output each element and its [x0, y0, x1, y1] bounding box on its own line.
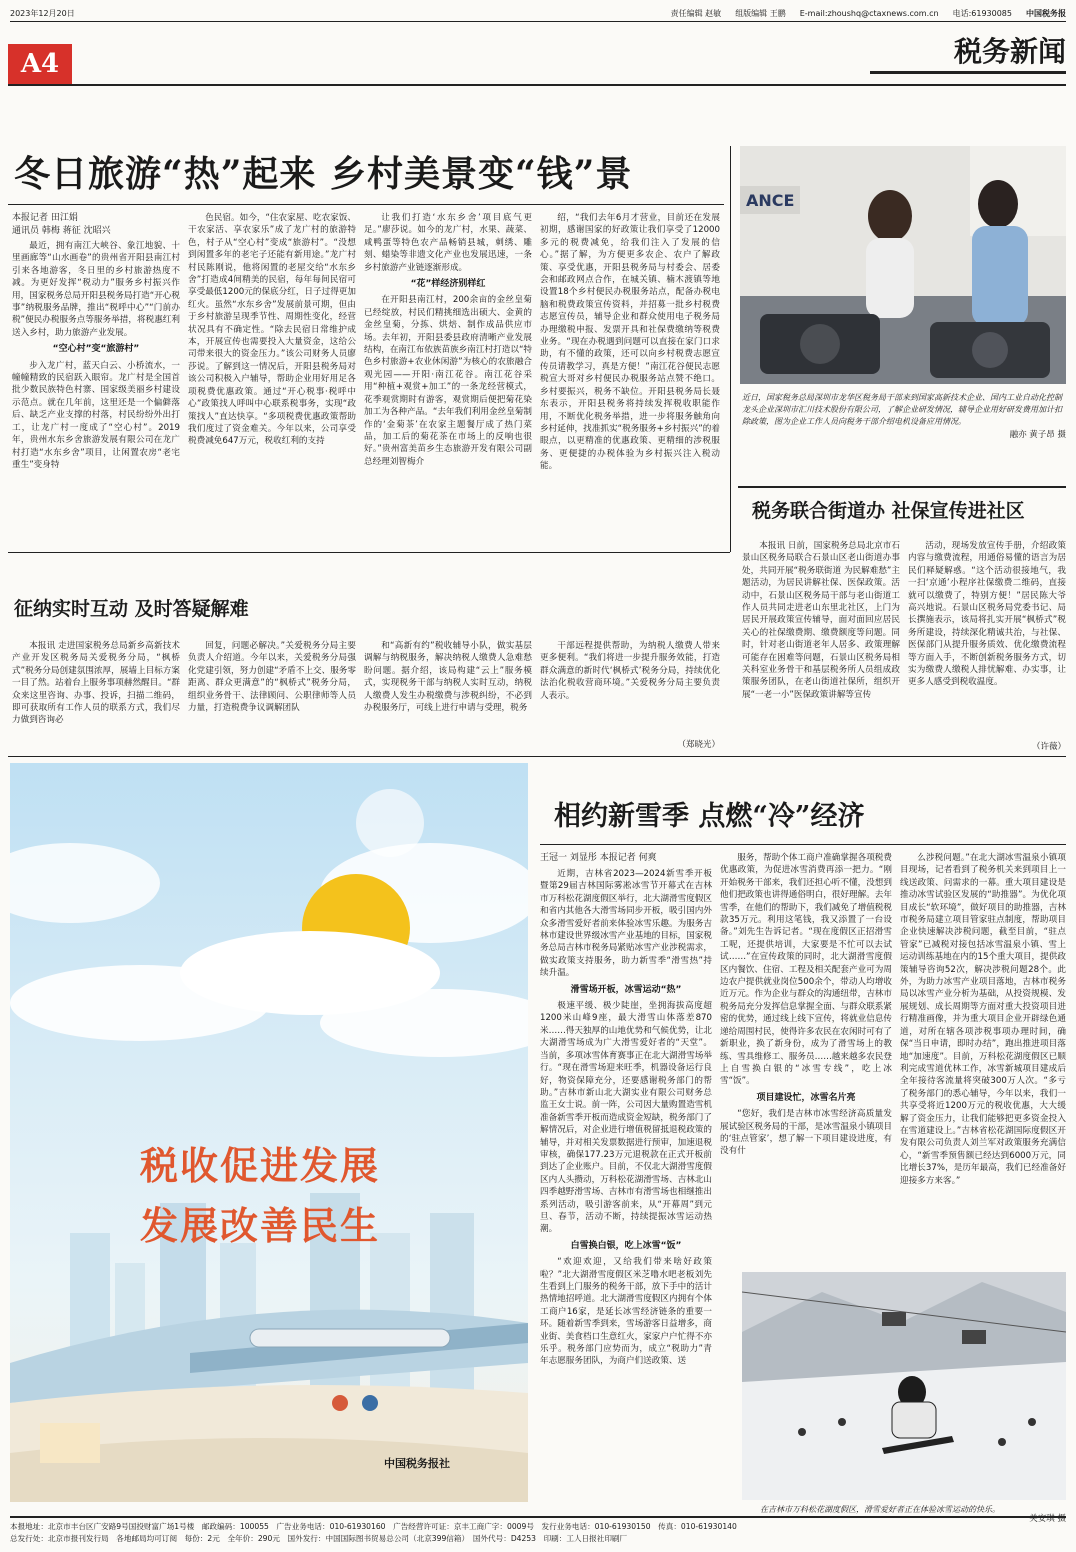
- article3-column-4: [540, 640, 720, 736]
- article4-column-3: [900, 852, 1066, 1264]
- paper-name: 中国税务报: [1026, 9, 1066, 18]
- poster-illustration: [10, 763, 528, 1502]
- ski-photo-caption: 在吉林市万科松花湖度假区，滑雪爱好者正在体验冰雪运动的快乐。: [760, 1505, 1000, 1514]
- editor-credit: 责任编辑 赵敏: [670, 9, 722, 18]
- article1-subhead-2: “花”样经济别样红: [410, 279, 486, 290]
- article1-column-2: [188, 212, 356, 540]
- header-rule: [8, 84, 1066, 86]
- article4-column-2: [720, 852, 892, 1264]
- article4-paragraph: 近期，吉林省2023—2024新雪季开板暨第29届吉林国际雾凇冰雪节开幕式在吉林市万科松花湖度假区举行，北大湖滑雪度假区和省内其他各大滑雪场同步开板，吸引国内外众多滑雪爱好者前来体验冰雪乐趣。为服务吉林市建设世界级冰雪产业基地的目标，国家税务总局吉林市税务局紧贴冰雪产业涉税需求，做实政策支持服务，助力新雪季“滑雪热”持续升温。: [540, 869, 712, 979]
- article4-paragraph: 服务，帮助个体工商户准确掌握各项税费优惠政策，为促进冰雪消费再添一把力。“刚开始税务干部来，我们还担心听不懂，没想到他们把政策也讲得通俗明白，很好理解。去年雪季，在他们的帮助下，我们减免了增值税税款35万元。利用这笔钱，我又添置了一台设备。”刘先生告诉记者。“现在度假区正招滑雪工呢，还提供培训，大家要是不忙可以去试试……”在宣传政策的同时，北大湖滑雪度假区内餐饮、住宿、工程及相关配套产业可为周边农户提供就业岗位500余个，带动人均增收近万元。作为企业与群众的沟通纽带，吉林市税务局充分发挥信息掌握全面、与群众联系紧密的优势，通过线上线下宣传，将就业信息传递给周围村民，使得许多农民在农闲时可有了新职业，换了新身份，成为了滑雪场上的教练、雪具维修工、服务员……越来越多农民登上自雪换白银的“冰雪专线”，吃上冰雪“饭”。: [720, 853, 892, 1087]
- article1-paragraph: 步入龙广村，蓝天白云、小桥流水，一幢幢精致的民宿跃入眼帘。龙广村是全国首批少数民族特色村寨、国家级美丽乡村建设示范点。就在几年前，这里还是一个偏僻落后、缺乏产业支撑的村落，村民纷纷外出打工，让龙广村一度成了“空心村”。2019年，贵州水东乡舍旅游发展有限公司在龙广村打造“水东乡舍”项目，让闲置农房“老宅重生”变身特: [12, 360, 180, 470]
- article4-paragraph: 极速平缓、极少陡崖，坐拥海拔高度超1200米山峰9座，最大滑雪山体落差870米……得天独厚的山地优势和气候优势，让北大湖滑雪场成为广大滑雪爱好者的“天堂”。当前，多项冰雪体育赛事正在北大湖滑雪场举行。“现在滑雪场迎来旺季，机器设备运行良好，物资保障充分，还要感谢税务部门的帮助。”吉林市新山北大湖实业有限公司财务总监王女士说。前一阵，公司因大量购置造雪机准备新雪季开板而造成资金短缺，税务部门了解情况后，对企业进行增值税留抵退税政策的辅导，并对相关发票数据进行预审，加速退税审核，确保177.23万元退税款在正式开板前到达了企业账户。目前，不仅北大湖滑雪度假区内人头攒动，万科松花湖滑雪场、吉林北山四季越野滑雪场、吉林市有滑雪场也相继推出系列活动，吸引游客前来，从“开幕周”到元旦、春节，活动不断，持续提振冰雪运动热潮。: [540, 1001, 712, 1235]
- article3-column-2: [188, 640, 356, 748]
- article2-paragraph: 本报讯 日前，国家税务总局北京市石景山区税务局联合石景山区老山街道办事处，共同开展“税务联街道 为民解难愁”主题活动，为居民讲解社保、医保政策。活动中，石景山区税务局干部与老山街道工作人员共同走进老山东里北社区，上门为居民开展政策宣传辅导，面对面回应居民关心的社保缴费期、缴费额度等问题。同时，针对老山街道老年人居多、政策理解可能存在困难等问题，石景山区税务局相关科室业务骨干和基层税务所人员组成政策服务团队，在老山街道社保所，组织开展“一老一小”医保政策讲解等宣传: [742, 541, 900, 700]
- article3-top-rule: [8, 552, 730, 553]
- column-divider: [730, 146, 731, 552]
- article1-paragraph: 在开阳县南江村，200余亩的金丝皇菊已经绽放，村民们精挑细选出硕大、金黄的金丝皇菊，分拣、烘焙、制作成品供应市场。去年初，开阳县委县政府清晰产业发展结构，在南江布依族苗族乡南江村打造以“特色乡村旅游+农业休闲游”为核心的农旅融合观光园——开阳·南江花谷。南江花谷采用“种植+观赏+加工”的一条龙经营模式，花季观赏期时有游客，观赏期后便把菊花染加工为各种产品。“去年我们利用金丝皇菊制作的‘金菊茶’在农家主题餐厅成了热门菜品，加工后的菊花茶在市场上的反响也很好。”贵州富美苗乡生态旅游开发有限公司副总经理刘智梅介: [364, 295, 532, 467]
- office-photo-illustration: [740, 146, 1066, 384]
- article4-subhead-1: 滑雪场开板，冰雪运动“热”: [570, 984, 682, 995]
- article2-headline: 税务联合街道办 社保宣传进社区: [752, 500, 1025, 522]
- imprint-line-2: 总发行处：北京市报刊发行局 各地邮局均可订阅 每份：2元 全年价：290元 国外发行：中国国际图书贸易总公司（北京399信箱） 国外代号：D4253 印刷：工人日报社印刷厂: [10, 1534, 628, 1543]
- article3-paragraph: 回复，问题必解决。”关爱税务分局主要负责人介绍道。今年以来，关爱税务分局强化党建引领，努力创建“矛盾不上交、服务零距离、群众更满意”的“枫桥式”税务分局，组织业务骨干、法律顾问、公职律师等人员力量，打造税费争议调解团队: [188, 641, 356, 714]
- article1-column-3: [364, 212, 532, 540]
- article2-column-2: [908, 540, 1066, 740]
- article1-paragraph: 最近，拥有南江大峡谷、象江地貌、十里画廊等“山水画卷”的贵州省开阳县南江村引来各地游客，冬日里的乡村旅游热度不减。为更好发挥“税动力”服务乡村振兴作用，国家税务总局开阳县税务局打造“开心税事”纳税服务品牌，推出“税呼中心”“门前办税”便民办税服务点等服务举措，将税惠红利送入乡村，助力旅游产业发展。: [12, 241, 180, 338]
- article2-author: （许薇）: [1031, 742, 1066, 752]
- editor-email: E-mail:zhoushq@ctaxnews.com.cn: [799, 9, 939, 18]
- issue-date: 2023年12月20日: [10, 9, 75, 18]
- article3-author: （郑晓光）: [677, 740, 720, 750]
- designer-credit: 组版编辑 王鹏: [735, 9, 786, 18]
- office-photo-credit: 融亦 黄子昂 摄: [1009, 430, 1066, 440]
- article3-paragraph: 干部远程提供帮助，为纳税人缴费人带来更多便利。“我们将进一步提升服务效能，打造群众满意的新时代‘枫桥式’税务分局，持续优化法治化税收营商环境。”关爱税务分局主要负责人表示。: [540, 641, 720, 701]
- masthead-strip: [10, 6, 1066, 22]
- section-title: 税务新闻: [870, 30, 1066, 74]
- page-number-badge: A4: [8, 44, 72, 84]
- article1-subhead-1: “空心村”变“旅游村”: [52, 344, 140, 355]
- article1-byline-reporter: 本报记者 田江娟: [12, 213, 78, 223]
- article3-column-3: [364, 640, 532, 748]
- ski-photo-credit: 关安琪 摄: [1029, 1514, 1066, 1524]
- ski-photo-illustration: [742, 1272, 1066, 1500]
- article1-column-1: [12, 240, 180, 540]
- article3-paragraph: 和“高新有约”税收辅导小队，做实基层调解与纳税服务，解决纳税人缴费人急难愁盼问题。据介绍，该局构建“云上”服务模式，实现税务干部与纳税人实时互动，纳税人缴费人发生办税缴费与涉税纠纷，不必到办税服务厅，可线上进行申请与受理，税务: [364, 641, 532, 714]
- article1-byline-correspondents: 通讯员 韩梅 蒋征 沈昭兴: [12, 226, 111, 236]
- article1-paragraph: 绍，“我们去年6月才营业，目前还在发展初期，感谢国家的好政策让我们享受了12000多元的税费减免，给我们注入了发展的信心。”据了解，为方便更多农企、农户了解政策、享受优惠，开阳县税务局与村委会、居委会和邮政网点合作，在城关镇、楠木渡镇等地设置18个乡村便民办税服务站点，配备办税电脑和税费政策宣传资料，并招募一批乡村税费志愿宣传员，辅导企业和群众使用电子税务局办理缴税申报、发票开具和社保费缴纳等税费业务。“现在办税遇到问题可以直接在家门口求助，有不懂的政策，还可以向乡村税费志愿宣传员请教学习，真是方便！”南江花谷便民志愿税宣大哥对乡村便民办税服务站点赞不绝口。乡村要振兴，税务不缺位。开阳县税务局长聂东表示，开阳县税务将持续发挥税收职能作用，不断优化税务举措，进一步将服务触角向乡村延伸，找准抓实“税务服务+乡村振兴”的着眼点，以更精准的优惠政策、更精细的涉税服务、更便捷的办税体验为乡村振兴注入税动能。: [540, 213, 720, 472]
- article3-paragraph: 本报讯 走进国家税务总局新乡高新技术产业开发区税务局关爱税务分局，“枫桥式”税务分局创建氛围浓厚，展墙上目标方案一目了然。站着台上服务事项赫然醒目。“群众来这里咨询、办事、投诉，扫描二维码，即可获取所有工作人员的联系方式，我们尽力做到咨询必: [12, 641, 180, 726]
- editor-phone: 电话:61930085: [952, 9, 1012, 18]
- article4-paragraph: 么涉税问题。”在北大湖冰雪温泉小镇项目现场，记者看到了税务机关来到项目上一线送政策、问需求的一幕。重大项目建设是推动冰雪试验区发展的“助推器”。为优化项目成长“软环境”，做好项目的助推器，吉林市税务局建立项目管家驻点制度，帮助项目企业快速解决涉税问题，截至目前，“驻点管家”已减税对接包括冰雪温泉小镇、雪上运动训练基地在内的15个重大项目，提供政策辅导咨询52次，解决涉税问题28个。此外，为助力冰雪产业项目落地，吉林市税务局以冰雪产业分析为基础，从投资规模、发展规划、成长周期等方面对重大投资项目进行精准画像，并为重大项目企业开辟绿色通道，对所在辖各项涉税事项办理时间，确保“当日申请，即时办结”，跑出推进项目落地“加速度”。目前，万科松花湖度假区已顺利完成雪道优林工作，冰雪新城项目建成后全年接待客流量将突破300万人次。“多亏了税务部门的悉心辅导，今年以来，我们一共享受将近1200万元的税收优惠，大大缓解了资金压力，让我们能够把更多资金投入在雪道建设上。”吉林省松花湖国际度假区开发有限公司负责人刘兰军对政策服务充满信心，“新雪季预售额已经达到6000万元，同比增长37%，是历年最高，我们已经准备好迎接多方来客。”: [900, 853, 1066, 1186]
- article1-byline: [12, 212, 172, 238]
- svg-text:ANCE: ANCE: [746, 191, 795, 210]
- article4-byline: 王冠一 刘显彤 本报记者 何爽: [540, 853, 657, 863]
- office-photo: [740, 146, 1066, 384]
- mid-page-rule: [8, 756, 1066, 757]
- office-photo-caption: 近日，国家税务总局深圳市龙华区税务局干部来到国家高新技术企业、国内工业自动化控制龙头企业深圳市汇川技术股份有限公司，了解企业研发情况，辅导企业用好研发费用加计扣除政策，图为企业工作人员向税务干部介绍电机设备应用情况。: [742, 393, 1062, 426]
- article2-top-rule: [738, 486, 1066, 488]
- article1-paragraph: 让我们打造‘水东乡舍’项目底气更足。”廖莎说。如今的龙广村，水果、蔬菜、咸鸭蛋等特色农产品畅销县城，刺绣、雕刻、蜡染等非遗文化产业也发展迅速，一条乡村旅游产业链逐渐形成。: [364, 213, 532, 273]
- article1-rule: [8, 204, 724, 205]
- poster-slogan-1: 税收促进发展: [140, 1143, 381, 1188]
- imprint-footer: [10, 1516, 1066, 1546]
- public-service-poster: [10, 763, 528, 1502]
- article3-headline: 征纳实时互动 及时答疑解难: [14, 598, 249, 620]
- article1-column-4: [540, 212, 720, 540]
- article2-column-1: [742, 540, 900, 754]
- article1-paragraph: 色民宿。如今，“住农家屋、吃农家饭、干农家活、享农家乐”成了龙广村的旅游特色，村子从“空心村”变成“旅游村”。“没想到闲置多年的老宅子还能有新用途。”龙广村村民陈刚说，他将闲置的老屋交给“水东乡舍”打造成4间精美的民宿，每年每间民宿可享受最低1200元的保底分红，日子过得更加红火。虽然“水东乡舍”发展前景可期，但由于乡村旅游呈现季节性、周期性变化，经营状况具有不确定性。“除去民宿日常维护成本，开展宣传也需要投入大量资金，这给公司带来很大的资金压力。”该公司财务人员廖莎说。了解到这一情况后，开阳县税务局对该公司积极入户辅导，帮助企业用好用足各项税费优惠政策。通过“开心税事·税呼中心”政策找人呼叫中心联系税事务，实现“政策找人”直达快享。“多项税费优惠政策帮助我们度过了资金难关。今年以来，公司享受税费减免647万元，税收红利的支持: [188, 213, 356, 447]
- article4-rule: [540, 844, 1066, 845]
- poster-slogan-2: 发展改善民生: [140, 1203, 381, 1248]
- article3-column-1: [12, 640, 180, 748]
- article4-headline: 相约新雪季 点燃“冷”经济: [554, 801, 865, 832]
- poster-brand: 中国税务报社: [384, 1457, 450, 1470]
- article1-headline: 冬日旅游“热”起来 乡村美景变“钱”景: [14, 153, 633, 195]
- article4-subhead-2: 白雪换白银，吃上冰雪“饭”: [570, 1240, 682, 1251]
- article4-paragraph: “欢迎欢迎，又给我们带来啥好政策啦？”北大湖滑雪度假区米芝噜水吧老板刘先生看到上门服务的税务干部，放下手中的活计热情地招呼道。北大湖滑雪度假区内拥有个体工商户16家，是延长冰雪经济链条的重要一环。随着新雪季到来，雪场游客日益增多，商业街、美食档口生意红火，家家户户忙得不亦乐乎。税务部门应势而为，成立“税助力”青年志愿服务团队，为商户们送政策、送: [540, 1257, 712, 1367]
- article4-subhead-3: 项目建设忙，冰雪名片亮: [756, 1092, 856, 1103]
- article4-paragraph: “您好，我们是吉林市冰雪经济高质量发展试验区税务局的干部，是冰雪温泉小镇项目的‘驻点管家’，想了解一下项目建设进度，有没有什: [720, 1109, 892, 1157]
- article2-paragraph: 活动，现场发放宣传手册，介绍政策内容与缴费流程，用通俗易懂的语言为居民们释疑解惑。“这个活动很接地气，我一扫‘京通’小程序社保缴费二维码，直接就可以缴费了，特别方便！”居民陈大爷高兴地说。石景山区税务局党委书记、局长撰施表示，该局将扎实开展“枫桥式”税务所建设，持续深化精诚共治，与社保、医保部门从提升服务质效、优化缴费流程等方面入手，不断创新税务服务方式，切实为缴费人缴税人排忧解难、办实事，让更多人感受到税收温度。: [908, 541, 1066, 688]
- imprint-line-1: 本报地址：北京市丰台区广安路9号国投财富广场1号楼 邮政编码：100055 广告业务电话：010-61930160 广告经营许可证：京丰工商广字：0009号 发行业务电话：010-61930150 传真：010-61930140: [10, 1522, 737, 1531]
- ski-photo: [742, 1272, 1066, 1500]
- article4-column-1: [540, 868, 712, 1504]
